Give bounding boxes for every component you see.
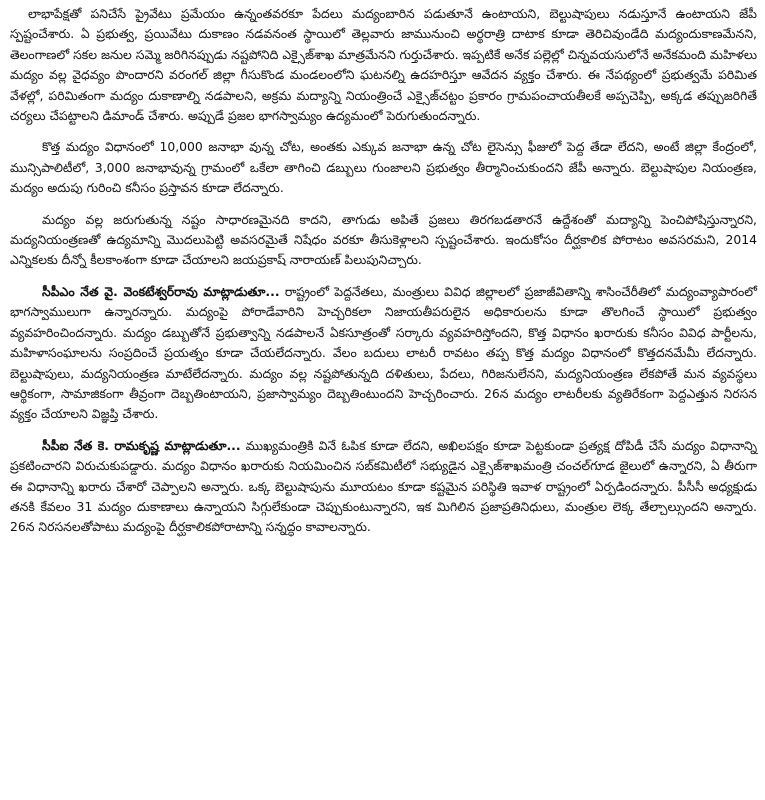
cpi-leader-lead: సీపీఐ నేత కె. రామకృష్ణ మాట్లాడుతూ... — [42, 437, 241, 453]
cpm-leader-lead: సీపీఎం నేత వై. వెంకటేశ్వర్‌రావు మాట్లాడుతూ... — [42, 283, 280, 299]
paragraph-5-text: ముఖ్యమంత్రికి వినే ఓపిక కూడా లేదని, అఖిలపక్షం కూడా పెట్టకుండా ప్రత్యక్ష దోపిడీ చేసే మద్యం విధానాన్ని ప్రకటించారని విరుచుకుపడ్డారు. మద్యం విధానం ఖరారుకు నియమించిన సబ్‌కమిటీలో సభ్యుడైన ఎక్సైజ్‌శాఖమంత్రి చంచల్‌గూడ జైలులో ఉన్నారని, ఏ తీరుగా ఈ విధానాన్ని ఖరారు చేశారో చెప్పాలని అన్నారు. ఒక్క బెల్టుషాపును మూయటం కూడా కష్టమైన పరిస్థితి ఇవాళ రాష్ట్రంలో ఏర్పడిందన్నారు. పీసీసీ అధ్యక్షుడు తనకి కేవలం 31 మద్యం దుకాణాలు ఉన్నాయని సిగ్గులేకుండా చెప్పుకుంటున్నారని, ఇక మిగిలిన ప్రజాప్రతినిధులు, మంత్రుల లెక్క తేల్చాల్సుందని అన్నారు. 26న నిరసనలతోపాటు మద్యంపై దీర్ఘకాలికపోరాటాన్ని సన్నద్ధం కావాలన్నారు. — [10, 437, 757, 535]
article-paragraph-2 — [10, 137, 757, 198]
paragraph-2-text: కొత్త మద్యం విధానంలో 10,000 జనాభా వున్న చోట, అంతకు ఎక్కువ జనాభా ఉన్న చోట లైసెన్సు ఫీజులో పెద్ద తేడా లేదని, అంటే జిల్లా కేంద్రంలో, మున్సిపాలిటీలో, 3,000 జనాభావున్న గ్రామంలో ఒకేలా తాగించి డబ్బులు గుంజాలని ప్రభుత్వం తీర్మానించుకుందని జేపీ అన్నారు. బెల్టుషాపుల నియంత్రణ, మద్యం అదుపు గురించి కనీసం ప్రస్తావన కూడా లేదన్నారు. — [10, 139, 757, 196]
paragraph-4-text: రాష్ట్రంలో పెద్దనేతలు, మంత్రులు వివిధ జిల్లాలలో ప్రజాజీవితాన్ని శాసించేరీతిలో మద్యంవ్యాపారంలో భాగస్వాములుగా ఉన్నారన్నారు. మద్యంపై పోరాడేవారిని హెచ్చరికలా నిజాయతీపరులైన అధికారులను కూడా తొలగించే స్థాయిలో ప్రభుత్వం వ్యవహరించిందన్నారు. మద్యం డబ్బుతోనే ప్రభుత్వాన్ని నడపాలనే ఏకసూత్రంతో సర్కారు వ్యవహరిస్తోందని, కొత్త విధానం ఖరారుకు కనీసం వివిధ పార్టీలను, మహిళాసంఘాలను సంప్రదించే ప్రయత్నం కూడా చేయలేదన్నారు. వేలం బదులు లాటరీ రావటం తప్ప కొత్త మద్యం విధానంలో కొత్తదనమేమీ లేదన్నారు. బెల్టుషాపులు, మద్యనియంత్రణ మాటేలేదన్నారు. మద్యం వల్ల నష్టపోతున్నది దళితులు, పేదలు, గిరిజనులేనని, మద్యనియంత్రణ లేకపోతే మన వ్యవస్థలు ఆర్థికంగా, సామాజికంగా తీవ్రంగా దెబ్బతింటాయని, ప్రజాస్వామ్యం దెబ్బతింటుందని హెచ్చరించారు. 26న మద్యం లాటరీలకు వ్యతిరేకంగా పెద్దఎత్తున నిరసన వ్యక్తం చేయాలని విజ్ఞప్తి చేశారు. — [10, 283, 757, 422]
article-paragraph-4 — [10, 282, 757, 425]
article-paragraph-5 — [10, 436, 757, 538]
article-paragraph-1 — [10, 4, 757, 126]
article-paragraph-3 — [10, 210, 757, 271]
paragraph-1-text: లాభాపేక్షతో పనిచేసే ప్రైవేటు ప్రమేయం ఉన్నంతవరకూ పేదలు మద్యంబారిన పడుతూనే ఉంటాయని, బెల్టుషాపులు నడుస్తూనే ఉంటాయని జేపీ స్పష్టంచేశారు. ఏ ప్రభుత్వ, ప్రయివేటు దుకాణం నడవనంత స్థాయిలో తెల్లవారు జామునుంచి అర్థరాత్రి దాటాక కూడా తెరిచివుండేది మద్యందుకాణమేనని, తెలంగాణలో సకల జనుల సమ్మె జరిగినప్పుడు నష్టపోనిది ఎక్సైజ్‌శాఖ మాత్రమేనని గుర్తుచేశారు. ఇప్పటికే అనేక పల్లెల్లో చిన్నవయసులోనే అనేకమంది మహిళలు మద్యం వల్ల వైధవ్యం పొందారని వరంగల్ జిల్లా గీసుకొండ మండలంలోని ఘటనల్ని ఉదహరిస్తూ ఆవేదన వ్యక్తం చేశారు. ఈ నేపథ్యంలో ప్రభుత్వమే పరిమిత వేళల్లో, పరిమితంగా మద్యం దుకాణాల్ని నడపాలని, అక్రమ మద్యాన్ని నియంత్రించే ఎక్సైజ్‌చట్టం ప్రకారం గ్రామపంచాయతీలకే అప్పచెప్పి, అక్కడ తప్పుజరిగితే చర్యలు చేపట్టాలని డిమాండ్ చేశారు. అప్పుడే ప్రజల భాగస్వామ్యం ఉద్యమంలో పెరుగుతుందన్నారు. — [10, 6, 757, 124]
paragraph-3-text: మద్యం వల్ల జరుగుతున్న నష్టం సాధారణమైనది కాదని, తాగుడు అపితే ప్రజలు తిరగబడతారనే ఉద్దేశంతో మద్యాన్ని పెంచిపోషిస్తున్నారని, మద్యనియంత్రణతో ఉద్యమాన్ని మొదలుపెట్టి అవసరమైతే నిషేధం వరకూ తీసుకెళ్లాలని స్పష్టంచేశారు. ఇందుకోసం దీర్ఘకాలిక పోరాటం అవసరమని, 2014 ఎన్నికలకు దీన్నో కీలకాంశంగా కూడా చేయాలని జయప్రకాష్ నారాయణ్ పిలుపునిచ్చారు. — [10, 211, 757, 268]
